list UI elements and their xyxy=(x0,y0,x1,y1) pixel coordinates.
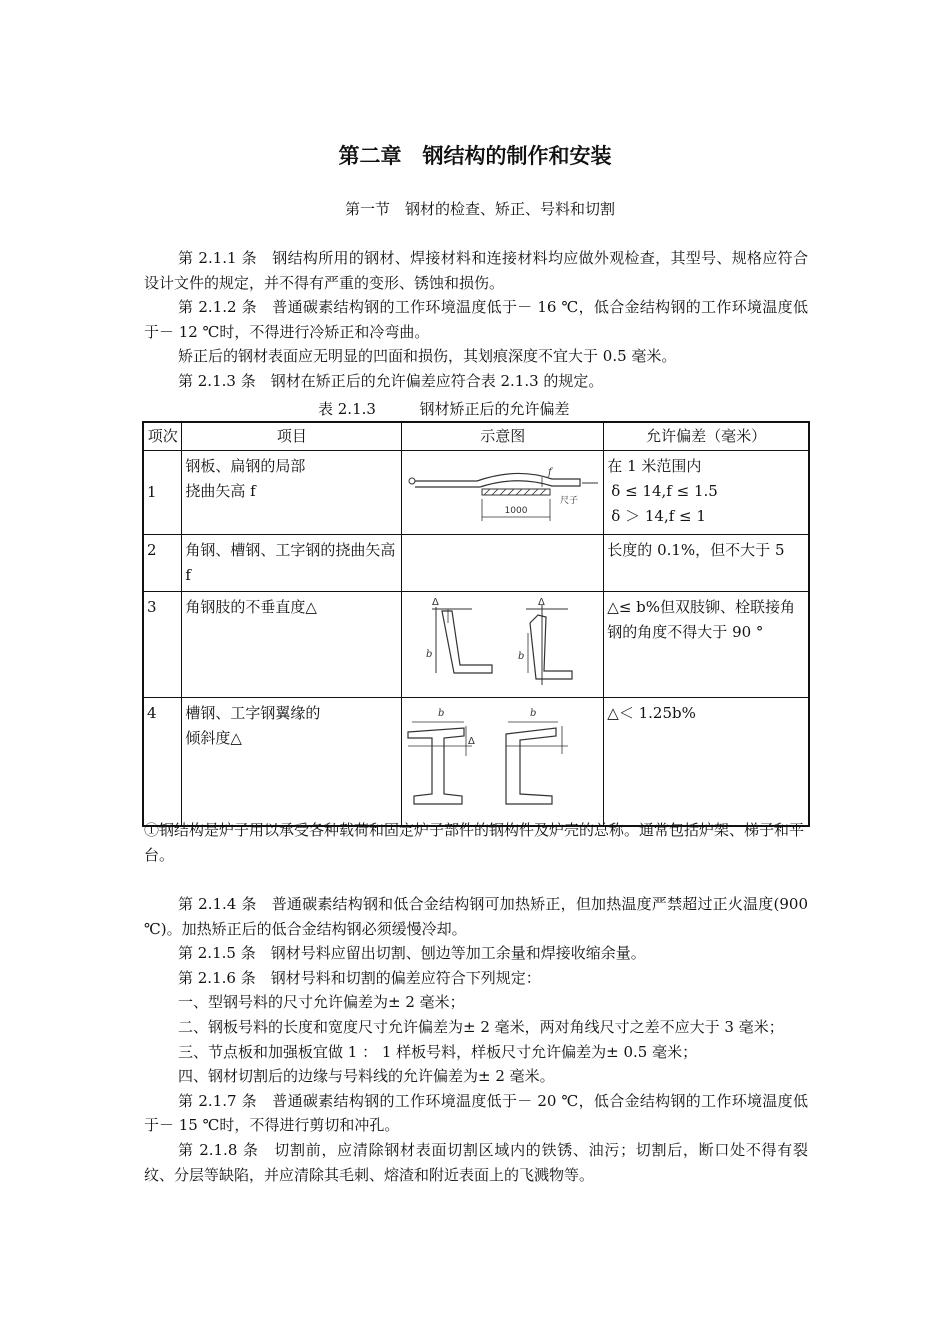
straightening-note: 矫正后的钢材表面应无明显的凹面和损伤，其划痕深度不宜大于 0.5 毫米。 xyxy=(178,347,677,366)
row-tolerance-line: δ ≤ 14,f ≤ 1.5 xyxy=(611,482,718,500)
rule-4: 四、钢材切割后的边缘与号料线的允许偏差为± 2 毫米。 xyxy=(178,1067,555,1086)
footnote: ①钢结构是炉子用以承受各种载荷和固定炉子部件的钢构件及炉壳的总称。通常包括炉架、梯子和平台。 xyxy=(144,821,805,864)
rule-1: 一、型钢号料的尺寸允许偏差为± 2 毫米； xyxy=(178,993,465,1012)
angle-diagram xyxy=(402,593,602,697)
diagram-label: b xyxy=(426,648,433,660)
clause-2-1-4: 第 2.1.4 条 普通碳素结构钢和低合金结构钢可加热矫正，但加热温度严禁超过正火温度(900 ℃)。加热矫正后的低合金结构钢必须缓慢冷却。 xyxy=(144,895,808,938)
table-row xyxy=(143,535,809,592)
clause-2-1-2: 第 2.1.2 条 普通碳素结构钢的工作环境温度低于－ 16 ℃，低合金结构钢的工作环境温度低于－ 12 ℃时，不得进行冷矫正和冷弯曲。 xyxy=(144,298,808,341)
section-title: 第一节 钢材的检查、矫正、号料和切割 xyxy=(344,200,615,218)
paragraphs-top xyxy=(144,246,808,394)
header-item: 项目 xyxy=(182,422,402,451)
row-item-line: 槽钢、工字钢翼缘的 xyxy=(185,704,321,722)
flange-diagram xyxy=(402,698,602,824)
row-item xyxy=(182,698,402,826)
diagram-label: f xyxy=(548,466,553,478)
diagram-plate-bow xyxy=(402,451,604,535)
diagram-label: 1000 xyxy=(504,505,528,516)
header-tolerance: 允许偏差（毫米） xyxy=(604,422,809,451)
clause-2-1-7: 第 2.1.7 条 普通碳素结构钢的工作环境温度低于－ 20 ℃，低合金结构钢的工作环境温度低于－ 15 ℃时，不得进行剪切和冲孔。 xyxy=(144,1091,808,1135)
diagram-label: 尺子 xyxy=(560,495,579,506)
clause-2-1-1: 第 2.1.1 条 钢结构所用的钢材、焊接材料和连接材料均应做外观检查，其型号、规格应符合设计文件的规定，并不得有严重的变形、锈蚀和损伤。 xyxy=(144,249,808,292)
table-caption-title: 钢材矫正后的允许偏差 xyxy=(419,400,570,418)
row-tolerance-line: δ ＞ 14,f ≤ 1 xyxy=(611,507,706,525)
diagram-label: Δ xyxy=(538,596,546,608)
diagram-label: Δ xyxy=(468,736,476,748)
diagram-label: b xyxy=(438,708,445,720)
table-caption xyxy=(318,398,570,419)
clause-2-1-8: 第 2.1.8 条 切割前，应清除钢材表面切割区域内的铁锈、油污；切割后，断口处不得有裂纹、分层等缺陷，并应清除其毛刺、熔渣和附近表面上的飞溅物等。 xyxy=(144,1140,808,1184)
diagram-label: b xyxy=(518,650,525,662)
tolerance-table xyxy=(142,421,810,827)
chapter-title: 第二章 钢结构的制作和安装 xyxy=(338,144,612,168)
header-no: 项次 xyxy=(143,422,182,451)
clause-2-1-3: 第 2.1.3 条 钢材在矫正后的允许偏差应符合表 2.1.3 的规定。 xyxy=(178,371,604,390)
row-no: 1 xyxy=(143,451,182,535)
clause-2-1-6: 第 2.1.6 条 钢材号料和切割的偏差应符合下列规定： xyxy=(178,968,541,987)
row-item xyxy=(182,451,402,535)
diagram-flange-tilt xyxy=(402,698,604,826)
row-item-line: 钢板、扁钢的局部 xyxy=(185,457,306,475)
table-header-row xyxy=(143,422,809,451)
diagram-angle-perpendicularity xyxy=(402,592,604,698)
table-row xyxy=(143,698,809,826)
clause-2-1-5: 第 2.1.5 条 钢材号料应留出切割、刨边等加工余量和焊接收缩余量。 xyxy=(178,944,646,963)
row-tolerance: △≤ b%但双肢铆、栓联接角钢的角度不得大于 90 ° xyxy=(604,592,809,698)
row-item-line: 倾斜度△ xyxy=(185,729,242,747)
row-no: 3 xyxy=(143,592,182,698)
paragraphs-bottom xyxy=(144,892,808,1187)
row-tolerance: 长度的 0.1%，但不大于 5 xyxy=(604,535,809,592)
header-diagram: 示意图 xyxy=(402,422,604,451)
row-item: 角钢、槽钢、工字钢的挠曲矢高 f xyxy=(182,535,402,592)
diagram-empty xyxy=(402,535,604,592)
table-row xyxy=(143,451,809,535)
plate-bow-diagram xyxy=(402,453,602,533)
row-item: 角钢肢的不垂直度△ xyxy=(182,592,402,698)
row-item-line: 挠曲矢高 f xyxy=(185,482,256,500)
row-tolerance: △＜ 1.25b% xyxy=(604,698,809,826)
row-no: 4 xyxy=(143,698,182,826)
table-row xyxy=(143,592,809,698)
row-tolerance xyxy=(604,451,809,535)
rule-2: 二、钢板号料的长度和宽度尺寸允许偏差为± 2 毫米，两对角线尺寸之差不应大于 3 毫米； xyxy=(178,1017,784,1036)
row-tolerance-line: 在 1 米范围内 xyxy=(607,457,702,475)
rule-3: 三、节点板和加强板宜做 1 ： 1 样板号料，样板尺寸允许偏差为± 0.5 毫米； xyxy=(178,1042,698,1061)
table-number: 表 2.1.3 xyxy=(318,400,376,418)
diagram-label: b xyxy=(530,708,537,720)
diagram-label: Δ xyxy=(432,596,440,608)
row-no: 2 xyxy=(143,535,182,592)
